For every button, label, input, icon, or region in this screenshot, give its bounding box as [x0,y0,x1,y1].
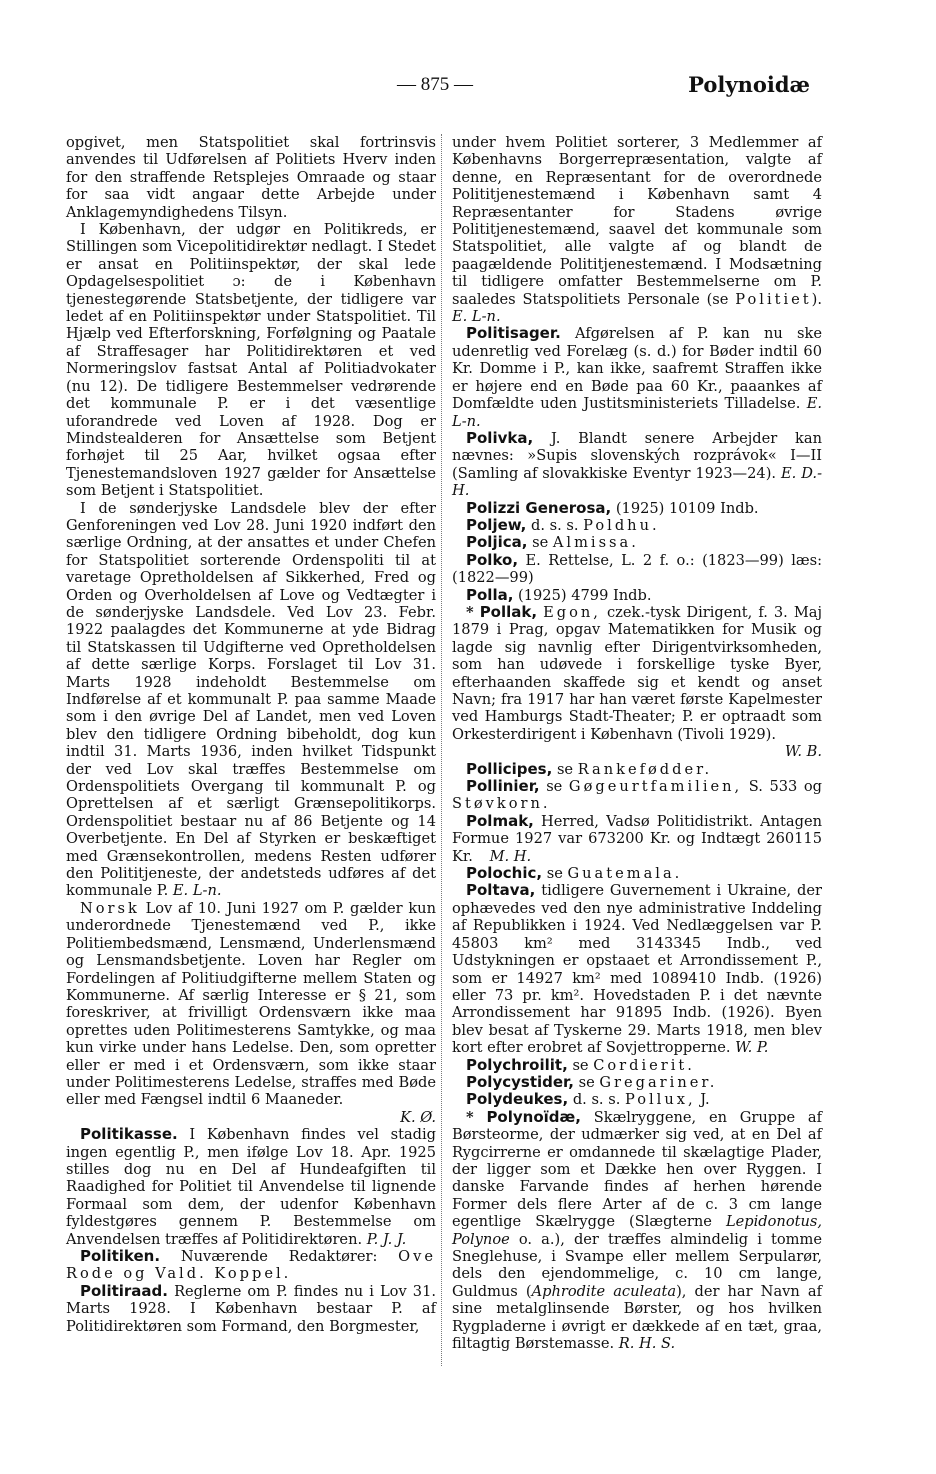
paragraph-text: I de sønderjyske Landsdele blev der efter Genforeningen ved Lov 28. Juni 1920 indført den særlige Ordning, at der ansattes et under Chefen for Statspolitiet sorterende Ordenspoliti til at varetage Opretholdelsen af Sikkerhed, Fred og Orden og Overholdelsen af Love og Vedtægter i de sønderjyske Landsdele. Ved Lov 23. Febr. 1922 paalagdes det Kommunerne at yde Bidrag til Statskassen til Udgifterne ved Opretholdelsen af dette særlige Korps. Forslaget til Lov 31. Marts 1928 indeholdt Bestemmelse om Indførelse af et kommunalt P. paa samme Maade som i den øvrige Del af Landet, men ved Loven blev den tidligere Ordning bibeholdt, dog kun indtil 31. Marts 1936, inden hvilket Tidspunkt der ved Lov skal træffes Bestemmelse om Ordenspolitiets Overgang til kommunalt P. og Oprettelsen af et særligt Grænsepolitikorps. Ordenspolitiet bestaar nu af 86 Betjente og 14 Overbetjente. En Del af Styrken er beskæftiget med Grænsekontrollen, medens Resten udfører den Polititjeneste, der andetsteds udføres af det kommunale P. [66,499,436,900]
paragraph-text: I København, der udgør en Politikreds, er Stillingen som Vicepolitidirektør nedlagt. I Stedet er ansat en Politiinspektør, der skal lede Opdagelsespolitiet ɔ: de i København tjenestegørende Statsbetjente, der tidligere var ledet af en Politiinspektør under Statspolitiet. Til Hjælp ved Efterforskning, Forfølgning og Paatale af Straffesager har Politidirektøren et ved Normeringslov fastsat Antal af Politiadvokater (nu 12). De tidligere Bestemmelser vedrørende det kommunale P. er i det væsentlige uforandrede ved Loven af 1928. Dog er Mindstealderen for Ansættelse som Betjent forhøjet til 25 Aar, hvilket ogsaa efter Tjenestemandsloven 1927 gælder for Ansættelse som Betjent i Statspolitiet. [66,221,436,500]
entry-text: (1925) 4799 Indb. [518,586,652,604]
entry-text: se [546,865,563,883]
headword: Politikasse. [80,1125,178,1144]
column-divider [441,134,442,1366]
entry-text: E. Rettelse, L. 2 f. o.: (1823—99) læs: (1822—99) [452,551,823,587]
asterisk-mark: * [466,603,474,621]
entry-text: Nuværende Redaktører: [180,1248,378,1265]
entry-pollak [452,604,822,743]
headword: Polko, [466,550,519,569]
entry-polychroilit [452,1057,822,1074]
entry-polynoidae [452,1109,822,1353]
entry-text: J. Blandt senere Arbejder kan nævnes: »Supis slovenských rozprávok« I—II (Samling af slovakkiske Eventyr 1923—24). [452,429,822,482]
paragraph [66,221,436,500]
entry-text: J. [700,1091,710,1109]
headword: Pollicipes, [466,759,553,778]
cross-reference: Støvkorn. [452,795,551,813]
page-number: — 875 — [397,74,473,95]
paragraph [66,900,436,1109]
entry-text: o. a.), der træffes almindelig i tomme Sneglehuse, i Svampe eller mellem Serpularør, dels den ejendommelige, c. 10 cm lange, Guldmus ( [452,1230,822,1300]
entry-politikasse [66,1126,436,1248]
paragraph [66,134,436,221]
entry-text: se [546,778,563,796]
cross-reference: Guatemala. [567,865,683,883]
headword: Pollinier, [466,777,540,796]
entry-text: Skælryggene, en Gruppe af Børsteorme, der udmærker sig ved, at en Del af Rygcirrerne er omdannede til skælagtige Plader, der ligger som et Dække hen over Ryggen. I danske Farvande findes af herhen hørende Former dels flere Arter af de c. 3 cm lange egentlige Skælrygge (Slægterne [452,1108,823,1231]
entry-politiken [66,1248,436,1283]
cross-reference: Politiet [735,290,812,308]
spaced-names: Ove Rode og Vald. Koppel. [66,1248,437,1283]
asterisk-mark: * [466,1108,474,1126]
paragraph-text: Lov af 10. Juni 1927 om P. gælder kun underordnede Tjenestemænd ved P., ikke Politiembedsmænd, Lensmænd, Underlensmænd og Lensmandsbetjente. Loven har Regler om Fordelingen af Politiudgifterne mellem Staten og Kommunerne. Af særlig Interesse er § 21, som foreskriver, at frivilligt Ordensværn ikke maa oprettes uden Politimesterens Samtykke, og maa kun virke under hans Ledelse. Den, som opretter eller er med i et Ordensværn, som ikke staar under Politimesterens Ledelse, straffes med Bøde eller med Fængsel indtil 6 Maaneder. [66,899,436,1109]
cross-reference: Cordierit. [593,1056,695,1074]
headword: Polynoïdæ, [486,1107,581,1126]
headword: Polla, [466,585,514,604]
entry-pollicipes [452,761,822,778]
entry-poltava [452,882,822,1056]
entry-poljica [452,534,822,551]
entry-text: d. s. s. [572,1091,621,1109]
entry-text: czek.-tysk Dirigent, f. 3. Maj 1879 i Prag, opgav Matematikken for Musik og lagde sig navnlig efter Dirigentvirksomheden, som han udøvede i forskellige tyske Byer, efterhaanden skaffede sig et kendt og anset Navn; fra 1917 har han været første Kapelmester ved Hamburgs Stadt-Theater; P. er optraadt som Orkesterdirigent i København (Tivoli 1929). [452,603,823,743]
headword: Polycystider, [466,1072,574,1091]
author-signature: E. L-n. [452,395,822,430]
cross-reference: Poldhu. [583,516,660,534]
author-signature: P. J. J. [366,1230,407,1248]
entry-polmak [452,813,822,865]
author-signature: K. Ø. [400,1108,436,1126]
entry-text: Reglerne om P. findes nu i Lov 31. Marts 1928. I København bestaar P. af Politidirektøren som Formand, den Borgmester, [66,1282,436,1335]
cross-reference: Pollux, [624,1091,696,1109]
headword: Polochic, [466,864,543,883]
entry-polivka [452,430,822,500]
entry-text: Herred, Vadsø Politidistrikt. Antagen Formue 1927 var 673200 Kr. og Indtægt 260115 Kr. [452,812,822,865]
headword: Polivka, [466,428,534,447]
paragraph [66,500,436,900]
cross-reference: Almissa. [552,534,639,552]
entry-pollinier [452,778,822,813]
headword: Poljica, [466,533,528,552]
paragraph [452,134,822,325]
spaced-lead: Norsk [80,899,140,917]
page-header [0,72,936,106]
author-signature: M. H. [489,847,532,865]
headword: Poljew, [466,515,527,534]
given-name: Egon, [543,603,601,621]
right-column [452,134,822,1352]
entry-polycystider [452,1074,822,1091]
author-signature: E. D.-H. [452,464,823,500]
entry-text: (1925) 10109 Indb. [615,499,759,517]
headword: Polydeukes, [466,1090,569,1109]
headword: Politiraad. [80,1281,168,1300]
author-signature: R. H. S. [618,1335,676,1353]
entry-text: S. 533 og [748,778,823,796]
headword: Polizzi Generosa, [466,498,612,517]
author-signature: W. B. [784,743,822,761]
taxon-name: Lepidonotus, Polynoe [452,1213,823,1248]
entry-polizzi [452,500,822,517]
headword: Politiken. [80,1247,161,1265]
entry-polochic [452,865,822,882]
paragraph-text: opgivet, men Statspolitiet skal fortrinsvis anvendes til Udførelsen af Politiets Hverv inden for den straffende Retsplejes Omraade og staar for saa vidt angaar dette Arbejde under Anklagemyndighedens Tilsyn. [66,134,436,221]
entry-polydeukes [452,1091,822,1108]
cross-reference: Gregariner. [599,1073,718,1091]
entry-text: se [578,1073,595,1091]
entry-text: se [532,534,549,552]
entry-politiraad [66,1283,436,1335]
headword: Pollak, [479,602,538,621]
running-head: Polynoidæ [688,72,810,97]
headword: Polmak, [466,811,534,830]
entry-text: d. s. s. [531,516,579,534]
author-signature: E. L-n. [452,308,501,326]
entry-polla [452,587,822,604]
headword: Poltava, [466,881,536,900]
taxon-name: Aphrodite aculeata [531,1282,677,1300]
entry-politisager [452,325,822,429]
entry-poljew [452,517,822,534]
entry-text: se [572,1056,589,1074]
entry-text: Afgørelsen af P. kan nu ske udenretlig ved Forelæg (s. d.) for Bøder indtil 60 Kr. Domme i P., kan ikke, saafremt Straffen ikke er højere end en Bøde paa 60 Kr., paaankes af Domfældte uden Justitsministeriets Tilladelse. [452,325,823,413]
headword: Politisager. [466,324,561,343]
entry-polko [452,552,822,587]
paragraph-text: under hvem Politiet sorterer, 3 Medlemmer af Københavns Borgerrepræsentation, valgte af denne, en Repræsentant for de overordnede Polititjenestemænd i København samt 4 Repræsentanter for Stadens øvrige Polititjenestemænd, saavel det kommunale som Statspolitiet, alle valgte af og blandt de paagældende Polititjenestemænd. I Modsætning til tidligere omfatter Bestemmelserne om P. saaledes Statspolitiets Personale (se [452,134,822,308]
author-signature: W. P. [735,1039,769,1057]
entry-text: se [556,760,574,778]
entry-text: tidligere Guvernement i Ukraine, der ophævedes ved den nye administrative Inddeling af Republikken i 1924. Ved Nedlæggelsen var P. 45803 km² med 3143345 Indb., ved Udstykningen er opstaaet et Arrondissement P., som er 14927 km² med 1089410 Indb. (1926) eller 73 pr. km². Hovedstaden P. i det nævnte Arrondissement har 91895 Indb. (1926). Byen blev besat af Tyskerne 29. Marts 1918, men blev kort efter erobret af Sovjettropperne. [452,882,823,1057]
headword: Polychroilit, [466,1055,568,1074]
entry-text: I København findes vel stadig ingen egentlig P., men ifølge Lov 18. Apr. 1925 stilles dog nu en Del af Hundeafgiften til Raadighed for Politiet til Anvendelse til lignende Formaal som dem, der udenfor København fyldestgøres gennem P. Bestemmelse om Anvendelsen træffes af Politidirektøren. [66,1126,437,1248]
left-column [66,134,436,1335]
punctuation: ). [811,290,822,308]
entry-text: ), der har Navn af sine metalglinsende Børster, og hos hvilken Rygpladerne i øvrigt er dækkede af en tæt, graa, filtagtig Børstemasse. [452,1282,822,1353]
cross-reference: Rankefødder. [577,760,713,778]
author-signature: E. L-n. [172,882,222,900]
cross-reference: Gøgeurtfamilien, [568,778,743,796]
